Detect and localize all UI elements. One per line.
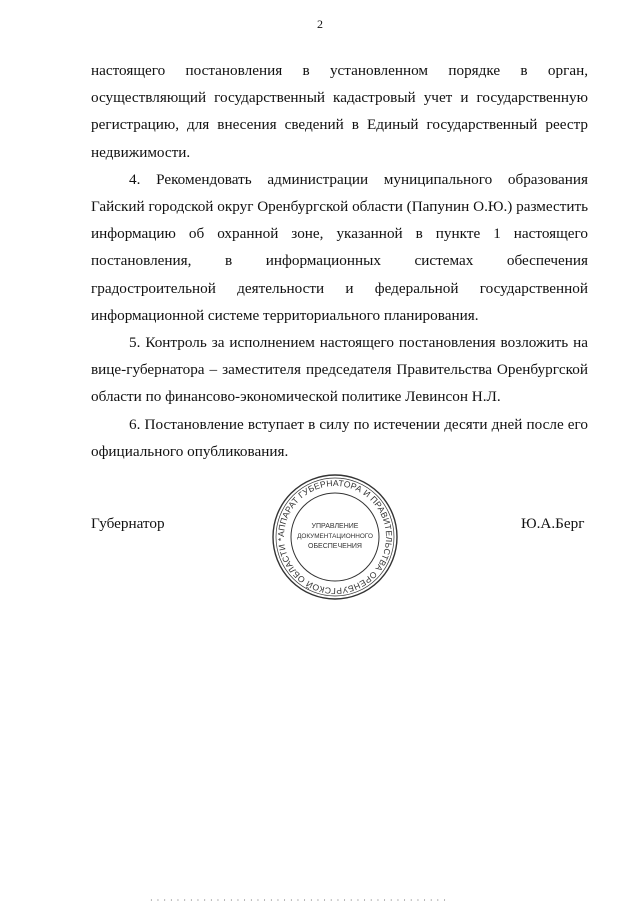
text-line: 4. Рекомендовать администрации муниципального образования bbox=[129, 170, 588, 188]
seal-graphic bbox=[270, 472, 400, 602]
seal-center-line: ОБЕСПЕЧЕНИЯ bbox=[308, 543, 362, 550]
official-seal-stamp bbox=[270, 472, 400, 602]
text-line: градостроительной деятельности и федеральной государственной bbox=[91, 279, 588, 297]
text-line: недвижимости. bbox=[91, 143, 191, 161]
text-line: Гайский городской округ Оренбургской области (Папунин О.Ю.) разместить bbox=[91, 198, 589, 216]
text-line: постановления, в информационных системах обеспечения bbox=[91, 252, 588, 270]
document-body bbox=[91, 57, 588, 465]
paragraph-item-6 bbox=[91, 411, 588, 465]
signatory-name: Ю.А.Берг bbox=[521, 515, 585, 532]
text-line: осуществляющий государственный кадастровый учет и государственную bbox=[91, 89, 588, 107]
paragraph-item-5 bbox=[91, 329, 588, 411]
text-line: официального опубликования. bbox=[91, 442, 289, 460]
text-line: 5. Контроль за исполнением настоящего постановления возложить на bbox=[129, 334, 588, 352]
text-line: информацию об охранной зоне, указанной в пункте 1 настоящего bbox=[91, 225, 588, 243]
seal-center-line: ДОКУМЕНТАЦИОННОГО bbox=[297, 533, 373, 540]
text-line: регистрацию, для внесения сведений в Единый государственный реестр bbox=[91, 116, 588, 134]
text-line: информационной системе территориального планирования. bbox=[91, 306, 479, 324]
text-line: настоящего постановления в установленном порядке в орган, bbox=[91, 62, 588, 79]
seal-center-line: УПРАВЛЕНИЕ bbox=[311, 523, 359, 530]
page-number: 2 bbox=[317, 17, 323, 31]
text-line: вице-губернатора – заместителя председателя Правительства Оренбургской bbox=[91, 361, 588, 379]
text-line: области по финансово-экономической политике Левинсон Н.Л. bbox=[91, 388, 501, 406]
paragraph-continuation bbox=[91, 57, 588, 166]
signatory-position: Губернатор bbox=[91, 515, 165, 532]
text-line: 6. Постановление вступает в силу по истечении десяти дней после его bbox=[129, 415, 588, 433]
paragraph-item-4 bbox=[91, 166, 588, 329]
footer-cutoff-line: · · · · · · · · · · · · · · · · · · · · · · · · · · · · · · · · · · · · · · · · · · · · · bbox=[150, 896, 447, 905]
seal-ring-text: АППАРАТ ГУБЕРНАТОРА И ПРАВИТЕЛЬСТВА ОРЕНБУРГСКОЙ ОБЛАСТИ * bbox=[275, 477, 395, 597]
